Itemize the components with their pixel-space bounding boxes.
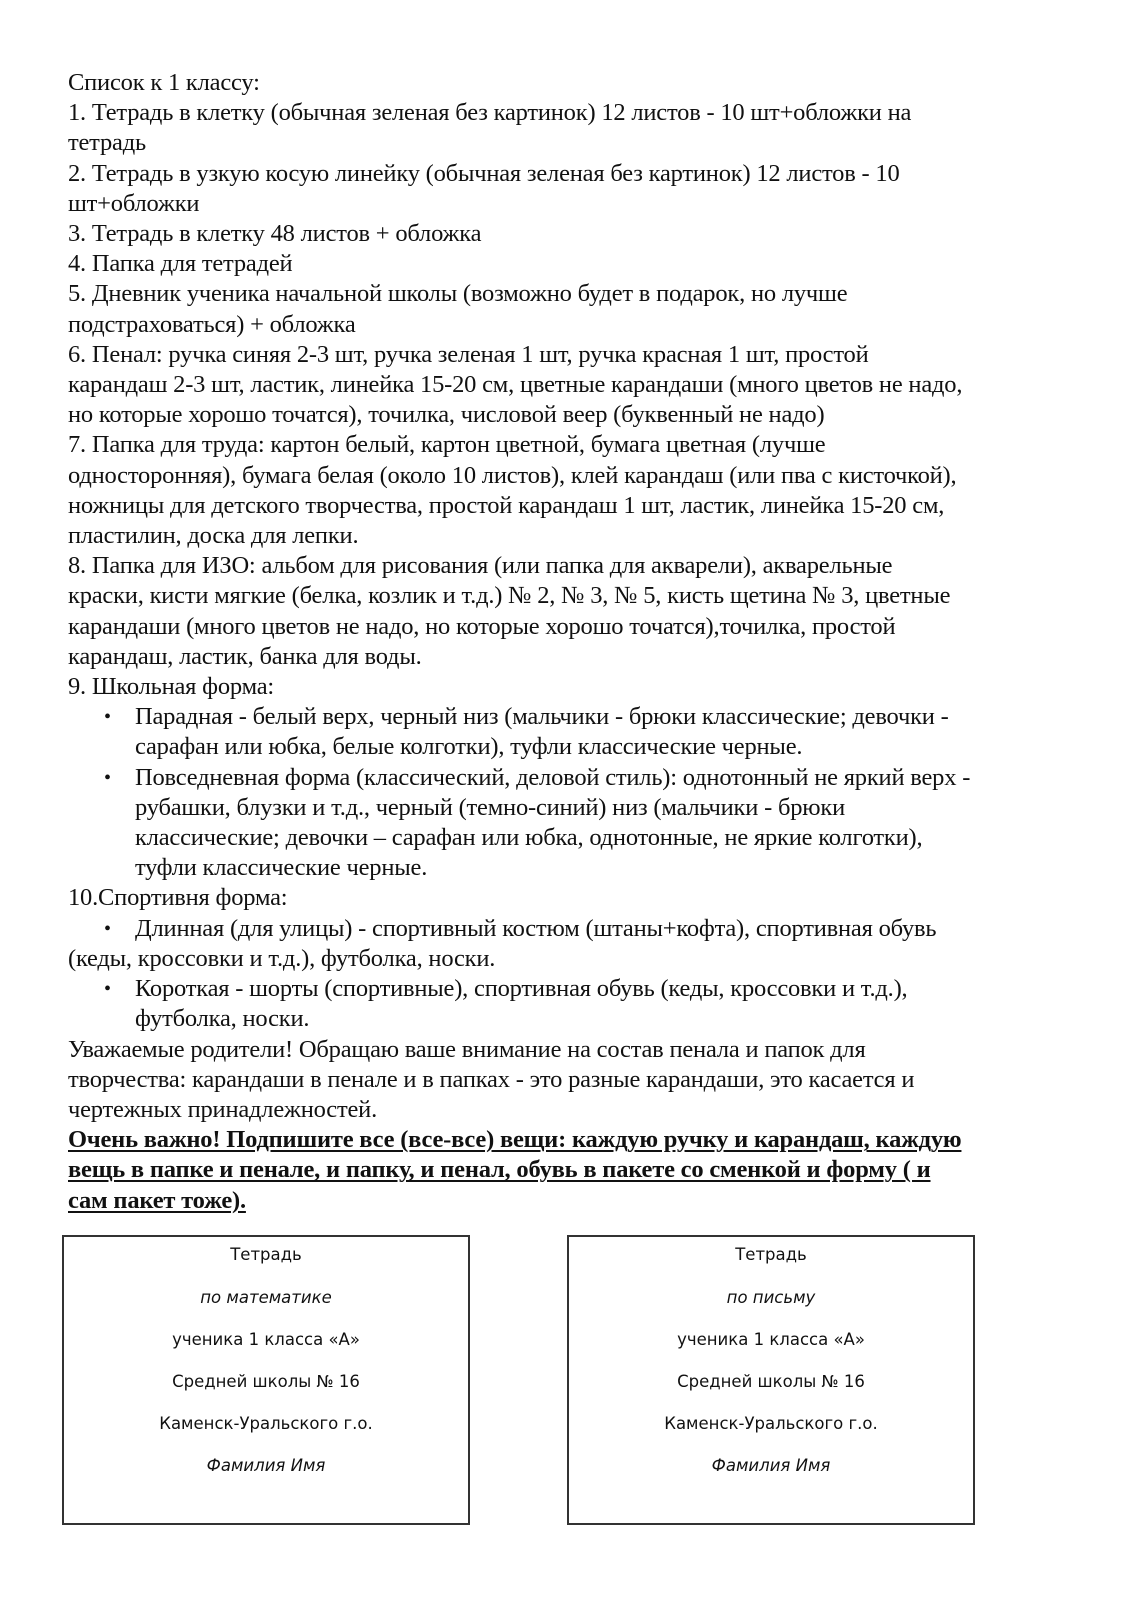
list-item-3: 3. Тетрадь в клетку 48 листов + обложка — [68, 220, 482, 248]
bullet-item: • Короткая - шорты (спортивные), спортивная обувь (кеды, кроссовки и т.д.), футболка, носки. — [104, 975, 908, 1033]
parents-note: Уважаемые родители! Обращаю ваше внимание на состав пенала и папок для творчества: карандаши в пенале и в папках - это разные карандаши, это касается и чертежных принадлежностей. — [68, 1035, 915, 1123]
label-name: Фамилия Имя — [711, 1456, 831, 1475]
label-school: Средней школы № 16 — [677, 1372, 865, 1391]
list-item-9-school-uniform — [68, 672, 1053, 883]
notebook-label-math — [62, 1235, 470, 1525]
document-body — [68, 68, 1053, 1216]
bullet-icon: • — [104, 917, 111, 940]
bullet-icon: • — [104, 766, 111, 789]
label-student: ученика 1 класса «А» — [677, 1330, 865, 1349]
list-item-2: 2. Тетрадь в узкую косую линейку (обычная зеленая без картинок) 12 листов - 10 шт+обложки — [68, 159, 900, 217]
list-item-10-sport-uniform — [68, 883, 1053, 1034]
section-heading: 9. Школьная форма: — [68, 673, 275, 701]
bullet-icon: • — [104, 978, 111, 1001]
bullet-item: • Повседневная форма (классический, деловой стиль): однотонный не яркий верх - рубашки, блузки и т.д., черный (темно-синий) низ (мальчики - брюки классические; девочки – сарафан или юбка, однотонные, не яркие колготки), туфли классические черные. — [104, 763, 971, 882]
label-title: Тетрадь — [735, 1245, 807, 1264]
bullet-icon: • — [104, 706, 111, 729]
bullet-item: • Парадная - белый верх, черный низ (мальчики - брюки классические; девочки - сарафан или юбка, белые колготки), туфли классические черные. — [104, 703, 949, 761]
list-item-8: 8. Папка для ИЗО: альбом для рисования (или папка для акварели), акварельные краски, кисти мягкие (белка, козлик и т.д.) № 2, № 3, № 5, кисть щетина № 3, цветные карандаши (много цветов не надо, но которые хорошо точатся),точилка, простой карандаш, ластик, банка для воды. — [68, 552, 951, 670]
label-title: Тетрадь — [230, 1245, 302, 1264]
label-city: Каменск-Уральского г.о. — [664, 1414, 878, 1433]
label-city: Каменск-Уральского г.о. — [159, 1414, 373, 1433]
list-item-7: 7. Папка для труда: картон белый, картон цветной, бумага цветная (лучше односторонняя), бумага белая (около 10 листов), клей карандаш (или пва с кисточкой), ножницы для детского творчества, простой карандаш 1 шт, ластик, линейка 15-20 см, пластилин, доска для лепки. — [68, 431, 957, 550]
document-title: Список к 1 классу: — [68, 69, 260, 96]
label-school: Средней школы № 16 — [172, 1372, 360, 1391]
list-item-5: 5. Дневник ученика начальной школы (возможно будет в подарок, но лучше подстраховаться) + обложка — [68, 280, 848, 338]
list-item-4: 4. Папка для тетрадей — [68, 250, 293, 278]
list-item-6: 6. Пенал: ручка синяя 2-3 шт, ручка зеленая 1 шт, ручка красная 1 шт, простой карандаш 2-3 шт, ластик, линейка 15-20 см, цветные карандаши (много цветов не надо, но которые хорошо точатся), точилка, числовой веер (буквенный не надо) — [68, 340, 963, 429]
label-subject: по письму — [726, 1288, 816, 1307]
label-subject: по математике — [200, 1288, 332, 1307]
label-student: ученика 1 класса «А» — [172, 1330, 360, 1349]
label-name: Фамилия Имя — [206, 1456, 326, 1475]
label-examples — [62, 1235, 974, 1523]
list-item-1: 1. Тетрадь в клетку (обычная зеленая без картинок) 12 листов - 10 шт+обложки на тетрадь — [68, 99, 912, 157]
notebook-label-writing — [567, 1235, 975, 1525]
section-heading: 10.Спортивня форма: — [68, 884, 288, 912]
bullet-item: • Длинная (для улицы) - спортивный костюм (штаны+кофта), спортивная обувь (кеды, кроссовки и т.д.), футболка, носки. — [68, 914, 937, 972]
important-notice: Очень важно! Подпишите все (все-все) вещи: каждую ручку и карандаш, каждую вещь в папке и пенале, и папку, и пенал, обувь в пакете со сменкой и форму ( и сам пакет тоже). — [68, 1126, 962, 1214]
